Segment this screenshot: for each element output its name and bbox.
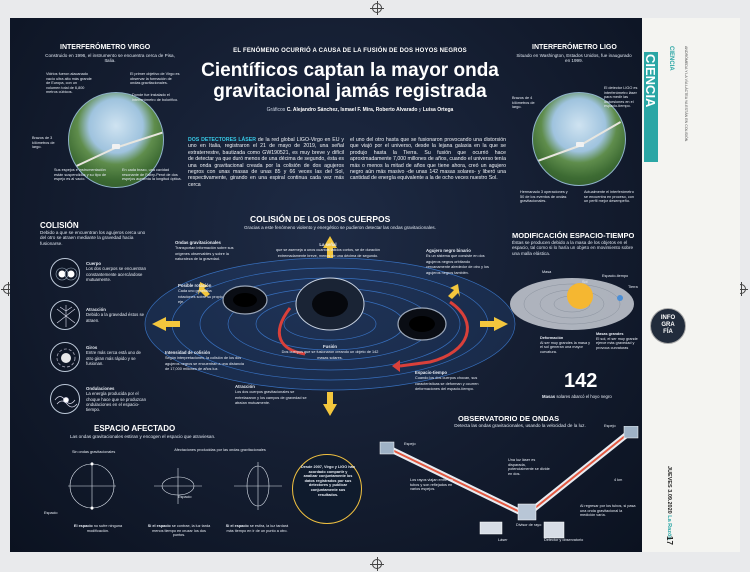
left-collision-subtitle: Debido a que se encuentran los agujeros cerca uno del otro se atraen mediante la gravedad hacia fusionarse. [40, 230, 146, 246]
caption-stretch-lead: Si el espacio [225, 524, 249, 528]
footer-date-text: JUEVES 3.09.2020 [666, 466, 672, 514]
body-col1-text: de la red global LIGO-Virgo en EU y uno en Italia, registraron el 21 de mayo de 2019, una señal extraterrestre, bautizada como GW190521, es muy breve y difícil de detectar ya que duró menos de una décima de segundo, ésta es una onda gravitacional creada por la colisión de dos agujeros negros con unas masas de unas 85 y 66 veces las del Sol, respectivamente, girando en una espiral continua cada vez más cerca [188, 137, 344, 188]
label-rays: Los rayos viajan entre los tubos y son reflejados en varios espejos. [410, 478, 454, 492]
caption-normal-text: no sufre ninguna modificación. [86, 524, 123, 533]
sun-sphere [567, 283, 593, 309]
collaboration-badge [292, 454, 362, 524]
step-bodies-label: Cuerpo [86, 261, 102, 266]
logo-line-3: FÍA [663, 329, 673, 335]
collision-label-spacetime [415, 370, 491, 392]
collision-subtitle: Gracias a este fenómeno violento y energético se pudieron detectar las ondas gravitacionales. [243, 225, 437, 230]
label-splitter: Divisor de rayo [516, 523, 542, 527]
section-strap: ANDRÓMEDA Y LA VÍA LÁCTEA YA ESTÁN EN COLISIÓN. [684, 46, 688, 143]
step-attraction-text: Debido a la gravedad éstos se atraen. [86, 312, 145, 323]
caption-contract-lead: Si el espacio [147, 524, 171, 528]
credits-last: Luisa Ortega [422, 107, 454, 113]
step-spin-label: Giros [86, 345, 98, 350]
step-ripples-text: La energía producida por el choque hace que se produzcan ondulaciones en el espacio-tiempo. [86, 391, 146, 413]
page-number: 17 [665, 536, 674, 545]
step-icon-ripples [50, 384, 80, 414]
step-icon-attraction [50, 300, 80, 330]
left-collision-title: COLISIÓN [40, 221, 79, 230]
solar-masses-number: 142 [564, 370, 598, 392]
virgo-subtitle: Construido en 1996, el instrumento se encuentra cerca de Pisa, Italia. [45, 53, 175, 64]
step-icon-bodies [50, 258, 80, 288]
label-arm-length: 4 km [614, 478, 623, 482]
ligo-building [576, 142, 584, 147]
collision-label-signal [268, 242, 388, 258]
step-bodies [86, 261, 146, 282]
section-sidebar [642, 18, 740, 552]
credits [210, 107, 510, 113]
text-attraction: Los dos cuerpos gravitacionales se entrelazaron y los campos de gravedad se atraían mutuamente. [235, 390, 307, 406]
credits-prefix: Gráficos [266, 107, 286, 113]
label-mass: Masa [542, 270, 552, 274]
space-affected-title: ESPACIO AFECTADO [94, 424, 176, 433]
caption-normal-lead: El espacio [73, 524, 93, 528]
text-waves: Transportan información sobre sus orígenes observables y sobre la naturaleza de la gravedad. [175, 246, 234, 262]
ligo-subtitle: Situado en Washington, Estados Unidos, fue inaugurado en 1999. [516, 53, 632, 64]
label-spacetime-sheet: Espacio-tiempo [602, 274, 629, 278]
step-bodies-text: Los dos cuerpos se encuentran constantemente acercándose mutuamente. [86, 266, 146, 282]
virgo-arm-1 [115, 132, 163, 149]
label-spacetime: Espacio-tiempo [415, 370, 447, 375]
earth-sphere [617, 295, 623, 301]
detector-box [544, 522, 564, 538]
ligo-note-status: Actualmente el interferómetro se encuentra en proceso, con un perfil mejor desempeño. [584, 190, 635, 204]
collaboration-badge-text: Desde 2007, Virgo y LIGO han acordado compartir y analizar conjuntamente los datos registrados por sus detectores y publicar conjuntamente sus resultados. [301, 465, 355, 497]
caption-contract [146, 524, 212, 538]
collision-label-precess [178, 283, 228, 305]
ligo-note-objective: El detector LIGO es interferómetro láser para medir las distorsiones en el espacio-tiempo. [604, 86, 638, 109]
label-attraction: Atracción [235, 384, 255, 389]
step-ripples [86, 386, 148, 412]
ligo-title: INTERFERÓMETRO LIGO [532, 44, 617, 51]
credits-names: C. Alejandro Sánchez, Ismael F. Mira, Roberto Alvarado [286, 107, 418, 113]
step-spin [86, 345, 146, 366]
spacetime-mod-title: MODIFICACIÓN ESPACIO-TIEMPO [512, 231, 635, 240]
beam-splitter [518, 504, 536, 520]
text-bh: Es un sistema que consiste en dos agujeros negros orbitando cercanamente alrededor de otro y los agujeros negros también. [426, 254, 489, 276]
space-affected-subtitle: Las ondas gravitacionales estiran y encogen el espacio que atraviesan. [70, 434, 216, 439]
observatory-subtitle: Detecta las ondas gravitacionales, usando la velocidad de la luz. [454, 423, 586, 428]
logo-line-1: INFO [660, 315, 676, 321]
infografia-logo [650, 308, 686, 344]
label-precess: Posible rotación [178, 283, 212, 288]
label-mirror-left: Espejo [404, 442, 416, 446]
text-signal: que se asemeja a unos cuantos latidos cortos, se de duración extremadamente breve, menos de una décima de segundo. [275, 248, 381, 258]
observatory-title: OBSERVATORIO DE ONDAS [458, 414, 560, 423]
logo-line-2: GRA [661, 322, 675, 328]
big-masses-block [596, 332, 640, 350]
virgo-note-vacuum: Vidrios fueron alacanado vacío ultra alto más grande de Europa, con un volumen total de 6,800 metros cúbicos. [46, 72, 92, 95]
headline-line-2: gravitacional jamás registrada [213, 81, 487, 102]
label-mirror-right: Espejo [604, 424, 616, 428]
footer-brand: La Razón [666, 515, 672, 540]
step-icon-spin [50, 342, 80, 372]
label-deformation: Deformación [540, 336, 564, 340]
label-beam: Una luz láser es disparada, potencialmente se divide en dos. [508, 458, 550, 476]
solar-masses-caption [542, 394, 618, 399]
collision-title: COLISIÓN DE LOS DOS CUERPOS [250, 214, 391, 224]
virgo-note-mirrors: Sus espejos e instrumentación están suspendidos y su tipo de espejo es al vacío. [54, 168, 107, 182]
step-attraction [86, 307, 146, 323]
ligo-note-hanford: Hermanado 3 operaciones y 50 de los eventos de ondas gravitacionales. [520, 190, 568, 204]
step-attraction-label: Atracción [86, 307, 106, 312]
credits-separator: y [418, 107, 422, 113]
label-waves: Ondas gravitacionales [175, 240, 221, 245]
section-name-small: CIENCIA [668, 46, 674, 71]
label-earth: Tierra [628, 285, 638, 289]
label-signal: La señal [319, 242, 337, 247]
headline-line-1: Científicos captan la mayor onda [201, 60, 499, 81]
collision-label-fusion [280, 344, 380, 360]
no-waves-label: Sin ondas gravitacionales [72, 450, 116, 454]
text-fusion: Dos cuerpos que se fusionaron creando un objeto de 142 masas solares. [281, 350, 379, 360]
text-precess: Cada uno generaba rotaciones sobre su propio eje. [178, 289, 223, 305]
label-fusion: Fusión [322, 344, 338, 349]
virgo-note-mirror: El primer objetivo de Virgo es observar la formación de ondas gravitacionales. [130, 72, 180, 86]
text-intensity: Según interpretaciones, la colisión de los dos agujeros negros se encuentran a una distancia de 17,000 millones de años luz. [165, 356, 244, 372]
virgo-title: INTERFERÓMETRO VIRGO [60, 44, 151, 51]
section-name: CIENCIA [643, 54, 658, 108]
body-column-2 [350, 137, 506, 182]
label-signal: Al regresar por los tubos, si pasa una onda gravitacional la medición varía. [580, 504, 636, 518]
virgo-note-arms: Brazos de 3 kilómetros de largo. [32, 136, 55, 150]
text-masses: El sol, el ser muy grande ejerce más gravedad y provoca curvaturas [596, 336, 638, 350]
solar-masses-label: Masas [542, 394, 556, 399]
infographic-page [10, 18, 642, 552]
mirror-left [380, 442, 394, 454]
spacetime-mod-subtitle: Éstas se producen debido a la masa de los objetos en el espacio, tal como si lo haría un objeto en movimiento sobre una malla elástica. [512, 240, 634, 256]
label-laser: Láser [498, 538, 508, 542]
label-space-2: Espacio [178, 495, 192, 499]
virgo-note-detector: Donde fue instalado el interferómetro de bolorifico. [132, 93, 179, 102]
collision-label-attraction [235, 384, 315, 406]
kicker: EL FENÓMENO OCURRIÓ A CAUSA DE LA FUSIÓN DE DOS HOYOS NEGROS [233, 48, 467, 54]
text-deformation: Al ser muy grandes la masa y el sol generan una mayor curvatura. [540, 340, 591, 354]
ligo-arm-2 [535, 145, 579, 163]
merger-center [296, 278, 364, 330]
solar-masses-text: solares abarcó el hoyo negro [556, 394, 612, 399]
registration-mark-top [372, 3, 382, 13]
registration-mark-bottom [372, 559, 382, 569]
laser-box [480, 522, 502, 534]
label-masses: Masas grandes [596, 332, 624, 336]
body-col2-text: el uno del otro hasta que se fusionaron provocando una distorsión que viajó por el universo, desde la lejana galaxia en la que se produjo hasta la Tierra. Su fusión que ocurrió hace aproximadamente 7,000 millones de años, cuando el universo tenía más o menos la mitad de años que tiene ahora, creó un agujero negro aún más masivo -de unas 142 masas solares- y liberó una cantidad de energía equivalente a la de ocho veces nuestro Sol. [350, 137, 506, 182]
caption-contract-text: se contrae, la luz tarda menos tiempo en cruzar los dos puntos. [152, 524, 211, 538]
virgo-note-fabry: En cada brazo, una cavidad resonante de Fabry-Perot de dos espejos aumenta la longitud óptica. [122, 168, 182, 182]
virgo-arm-2 [75, 147, 116, 167]
body-column-1 [188, 137, 344, 188]
headline [185, 60, 515, 102]
caption-normal [72, 524, 124, 533]
space-affected-diagram [50, 458, 290, 524]
collision-label-waves [175, 240, 235, 262]
footer-date [666, 466, 672, 540]
body-lead: DOS DETECTORES LÁSER [188, 137, 256, 143]
label-space: Espacio [44, 511, 58, 515]
virgo-building [112, 144, 120, 149]
label-sun: Sol [582, 280, 588, 284]
label-detector: Detector y observatorio [544, 538, 584, 542]
step-ripples-label: Ondulaciones [86, 386, 115, 391]
black-hole-left [223, 286, 267, 314]
with-waves-label: Afectaciones producidas por las ondas gravitacionales [174, 448, 266, 452]
label-bh: Agujero negro binario [426, 248, 471, 253]
step-spin-text: Entre más cerca está uno de otro giran más rápido y se fusionan. [86, 350, 141, 366]
mirror-right [624, 426, 638, 438]
ligo-note-arms: Brazos de 4 kilómetros de largo. [512, 96, 535, 110]
caption-stretch-text: se estira, la luz tardará más tiempo en ir de un punto a otro. [226, 524, 289, 533]
ligo-arm-1 [579, 121, 622, 147]
collision-label-bh [426, 248, 490, 276]
caption-stretch [224, 524, 290, 533]
label-intensity: Intensidad de colisión [165, 350, 211, 355]
collision-label-intensity [165, 350, 245, 372]
deformation-block [540, 336, 592, 354]
black-hole-right [398, 308, 446, 340]
text-spacetime: Cuando los dos cuerpos chocan, sus características se deforman y ocurren deformaciones del espacio-tiempo. [415, 376, 479, 392]
